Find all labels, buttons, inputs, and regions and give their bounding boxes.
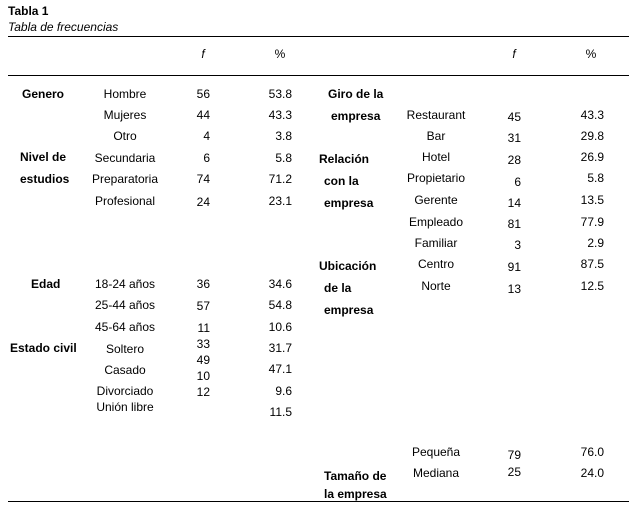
label-relacion-3: empresa xyxy=(324,196,374,210)
table-number: Tabla 1 xyxy=(8,4,49,18)
label-giro-2: empresa xyxy=(331,109,381,123)
right-pct: 12.5 xyxy=(580,279,604,293)
right-f: 79 xyxy=(507,448,521,462)
left-pct: 43.3 xyxy=(268,108,292,122)
left-cat: Casado xyxy=(104,363,146,377)
left-f: 6 xyxy=(203,151,210,165)
right-f: 13 xyxy=(507,282,521,296)
label-relacion-1: Relación xyxy=(319,152,370,166)
label-tamano-2: la empresa xyxy=(324,487,387,501)
right-f: 91 xyxy=(507,260,521,274)
right-cat: Mediana xyxy=(412,466,460,480)
left-pct: 31.7 xyxy=(268,341,292,355)
left-pct: 71.2 xyxy=(268,172,292,186)
left-cat: Unión libre xyxy=(96,400,154,414)
left-f: 10 xyxy=(196,369,210,383)
right-cat: Restaurant xyxy=(406,108,466,122)
left-cat: Mujeres xyxy=(103,108,147,122)
right-pct: 26.9 xyxy=(580,150,604,164)
right-pct: 87.5 xyxy=(580,257,604,271)
left-f: 36 xyxy=(196,277,210,291)
left-f: 57 xyxy=(196,299,210,313)
right-pct: 76.0 xyxy=(580,445,604,459)
left-cat: Profesional xyxy=(94,194,156,208)
right-f: 6 xyxy=(514,175,521,189)
right-cat: Propietario xyxy=(406,171,466,185)
left-f: 24 xyxy=(196,195,210,209)
label-nivel-2: estudios xyxy=(20,172,70,186)
right-pct: 2.9 xyxy=(587,236,604,250)
right-cat: Centro xyxy=(417,257,455,271)
label-tamano-1: Tamaño de xyxy=(324,469,387,483)
right-f: 81 xyxy=(507,217,521,231)
header-pct-left: % xyxy=(274,47,286,61)
label-genero: Genero xyxy=(22,87,65,101)
right-f: 28 xyxy=(507,153,521,167)
top-rule xyxy=(8,36,629,37)
right-cat: Gerente xyxy=(414,193,458,207)
left-f: 33 xyxy=(196,337,210,351)
right-cat: Bar xyxy=(426,129,446,143)
left-f: 74 xyxy=(196,172,210,186)
table-caption: Tabla de frecuencias xyxy=(8,20,119,34)
left-cat: 45-64 años xyxy=(94,320,156,334)
left-pct: 53.8 xyxy=(268,87,292,101)
right-pct: 43.3 xyxy=(580,108,604,122)
label-giro-1: Giro de la xyxy=(328,87,384,101)
left-cat: Preparatoria xyxy=(91,172,159,186)
right-pct: 29.8 xyxy=(580,129,604,143)
right-f: 3 xyxy=(514,238,521,252)
header-rule xyxy=(8,75,629,76)
label-ubicacion-3: empresa xyxy=(324,303,374,317)
label-edad: Edad xyxy=(31,277,61,291)
label-nivel-1: Nivel de xyxy=(20,150,67,164)
left-cat: Secundaria xyxy=(94,151,156,165)
right-cat: Empleado xyxy=(408,215,464,229)
left-f: 56 xyxy=(196,87,210,101)
right-pct: 13.5 xyxy=(580,193,604,207)
right-f: 31 xyxy=(507,131,521,145)
left-pct: 10.6 xyxy=(268,320,292,334)
left-pct: 5.8 xyxy=(275,151,292,165)
right-f: 45 xyxy=(507,110,521,124)
left-pct: 54.8 xyxy=(268,298,292,312)
left-f: 49 xyxy=(196,353,210,367)
right-cat: Hotel xyxy=(421,150,451,164)
left-cat: 18-24 años xyxy=(94,277,156,291)
left-cat: Hombre xyxy=(103,87,147,101)
right-pct: 24.0 xyxy=(580,466,604,480)
bottom-rule xyxy=(8,501,629,502)
right-cat: Pequeña xyxy=(411,445,461,459)
left-pct: 11.5 xyxy=(269,405,292,419)
right-pct: 77.9 xyxy=(580,215,604,229)
left-pct: 47.1 xyxy=(268,362,292,376)
left-pct: 34.6 xyxy=(268,277,292,291)
header-f-left: f xyxy=(201,47,205,61)
right-cat: Norte xyxy=(421,279,451,293)
left-f: 12 xyxy=(196,385,210,399)
label-ubicacion-1: Ubicación xyxy=(319,259,377,273)
left-f: 4 xyxy=(203,129,210,143)
left-pct: 9.6 xyxy=(275,384,292,398)
left-cat: Divorciado xyxy=(96,384,154,398)
right-f: 14 xyxy=(507,196,521,210)
label-relacion-2: con la xyxy=(324,174,359,188)
left-f: 44 xyxy=(196,108,210,122)
left-cat: Soltero xyxy=(105,342,145,356)
header-f-right: f xyxy=(512,47,516,61)
left-cat: Otro xyxy=(113,129,137,143)
label-estado-civil: Estado civil xyxy=(10,341,77,355)
left-pct: 23.1 xyxy=(268,194,292,208)
left-f: 11 xyxy=(197,321,210,335)
left-pct: 3.8 xyxy=(275,129,292,143)
right-pct: 5.8 xyxy=(587,171,604,185)
right-cat: Familiar xyxy=(414,236,458,250)
left-cat: 25-44 años xyxy=(94,298,156,312)
header-pct-right: % xyxy=(585,47,597,61)
label-ubicacion-2: de la xyxy=(324,281,352,295)
right-f: 25 xyxy=(507,465,521,479)
